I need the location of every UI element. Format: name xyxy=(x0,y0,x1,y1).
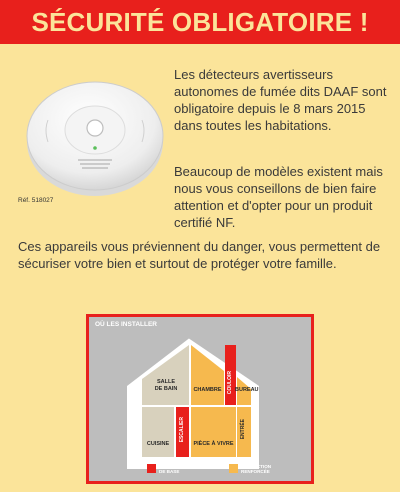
legend-base-line2: DE BASE xyxy=(159,469,180,475)
legend-base-line1: PROTECTION xyxy=(159,464,190,469)
plan-title: OÙ LES INSTALLER xyxy=(95,321,157,328)
legend-base-label xyxy=(159,464,189,474)
label-chambre: CHAMBRE xyxy=(193,387,222,393)
room-piece-a-vivre xyxy=(191,407,236,457)
house-diagram xyxy=(89,317,311,481)
label-piece-a-vivre: PIÈCE À VIVRE xyxy=(193,441,234,447)
legend-base-swatch xyxy=(147,464,156,473)
page-title: SÉCURITÉ OBLIGATOIRE ! xyxy=(31,6,369,37)
label-salle-de-bain-line2: DE BAIN xyxy=(154,385,178,392)
installation-plan xyxy=(86,314,314,484)
legend-renforcee-swatch xyxy=(229,464,238,473)
label-cuisine: CUISINE xyxy=(146,441,170,447)
product-reference: Réf. 518027 xyxy=(18,197,54,204)
benefit-paragraph: Ces appareils vous préviennent du danger, vous permettent de sécuriser votre bien et surtout de protéger votre famille. xyxy=(18,239,381,271)
label-escalier: ESCALIER xyxy=(179,417,185,443)
label-bureau: BUREAU xyxy=(235,387,259,393)
label-salle-de-bain xyxy=(146,379,186,392)
smoke-detector-icon xyxy=(20,60,170,210)
legend-renforcee-line1: PROTECTION xyxy=(241,464,272,469)
room-cuisine xyxy=(142,407,174,457)
title-banner xyxy=(0,0,400,44)
advice-paragraph: Beaucoup de modèles existent mais nous vous conseillons de bien faire attention et d'opter pour un produit certifié NF. xyxy=(174,164,383,230)
label-entree: ENTRÉE xyxy=(240,419,246,440)
legend-renforcee-label xyxy=(241,464,271,474)
legend-renforcee-line2: RENFORCÉE xyxy=(241,469,270,475)
intro-paragraph: Les détecteurs avertisseurs autonomes de fumée dits DAAF sont obligatoire depuis le 8 mars 2015 dans toutes les habitations. xyxy=(174,67,387,133)
label-couloir: COULOIR xyxy=(227,371,233,395)
smoke-detector-image xyxy=(20,60,170,210)
label-salle-de-bain-line1: SALLE xyxy=(156,379,176,385)
